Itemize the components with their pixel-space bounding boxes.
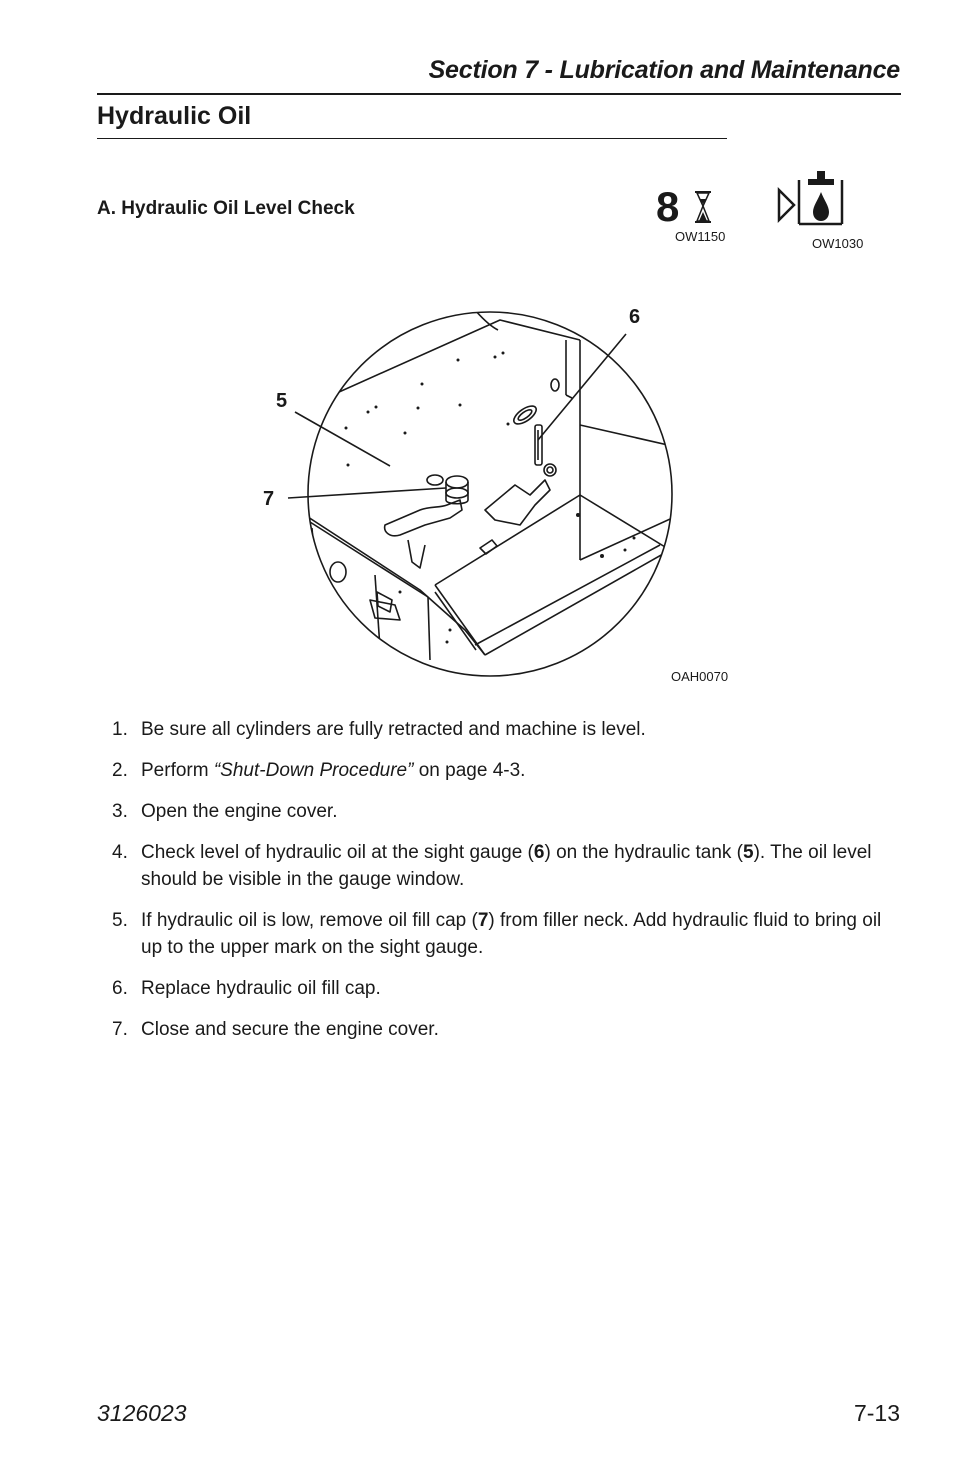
step-number: 3. [112,801,128,822]
step-text: ) on the hydraulic tank ( [544,842,744,863]
hourglass-icon [693,190,713,224]
header-rule [97,93,901,95]
heading-rule [97,138,727,139]
leader-line-cap [288,488,446,498]
step-text: ) from filler neck. Add hydraulic fluid to bring oil up to the upper mark on the sight gauge. [141,910,882,958]
hydraulic-tank-illustration [250,300,690,690]
interval-code: OW1150 [675,229,726,244]
step-number: 6. [112,978,128,999]
subsection-title: A. Hydraulic Oil Level Check [97,198,355,219]
step-item [112,907,907,961]
callout-ref: 5 [743,842,754,863]
callout-cap: 7 [263,488,275,510]
document-number: 3126023 [97,1400,187,1426]
procedure-reference: “Shut-Down Procedure” [213,760,414,781]
step-text: Close and secure the engine cover. [141,1019,439,1040]
step-text: Perform [141,760,214,781]
section-title: Section 7 - Lubrication and Maintenance [428,56,900,84]
step-text: Be sure all cylinders are fully retracted and machine is level. [141,719,646,740]
callout-ref: 7 [477,910,489,931]
step-item [112,798,907,825]
step-item [112,839,907,893]
page-number: 7-13 [853,1400,900,1426]
hydraulic-code: OW1030 [812,236,864,251]
procedure-steps [112,716,907,1057]
step-number: 4. [112,842,128,863]
interval-number: 8 [656,183,680,230]
step-text: on page 4-3. [413,760,526,781]
step-text: Open the engine cover. [141,801,338,822]
callout-ref: 6 [533,842,545,863]
leader-line-tank [295,412,390,466]
step-number: 1. [112,719,128,740]
step-item [112,716,907,743]
step-item [112,757,907,784]
hydraulic-oil-tank-icon [776,170,846,228]
step-number: 2. [112,760,128,781]
step-text: ). The oil level should be visible in the gauge window. [141,842,872,890]
step-text: If hydraulic oil is low, remove oil fill cap ( [141,910,478,931]
page-heading: Hydraulic Oil [97,102,252,130]
step-number: 5. [112,910,128,931]
callout-gauge: 6 [629,306,641,328]
step-item [112,975,907,1002]
step-text: Check level of hydraulic oil at the sight gauge ( [141,842,534,863]
step-text: Replace hydraulic oil fill cap. [141,978,381,999]
callout-tank: 5 [276,390,288,412]
step-number: 7. [112,1019,128,1040]
figure-code: OAH0070 [671,669,729,684]
step-item [112,1016,907,1043]
